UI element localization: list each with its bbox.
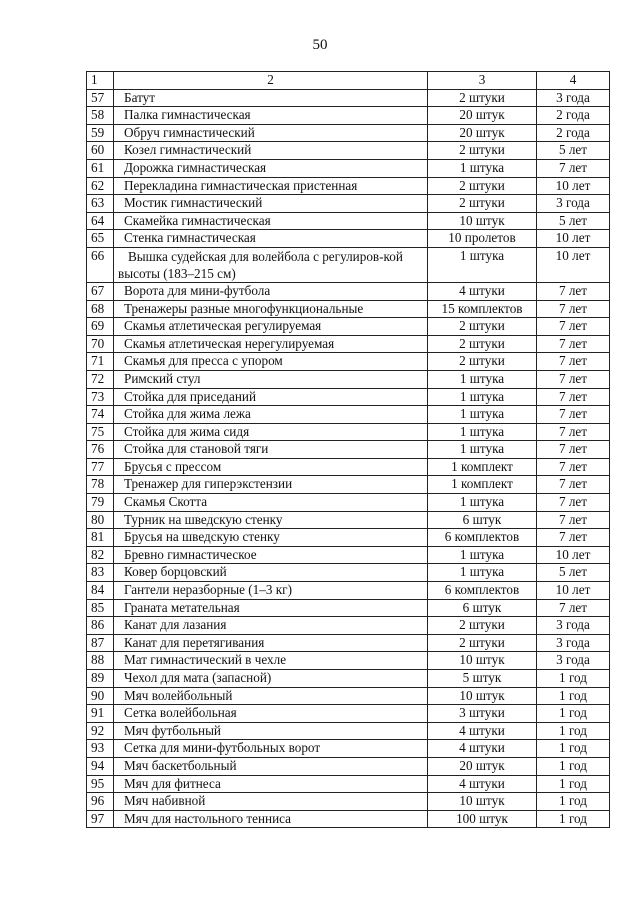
service-life-cell: 7 лет: [537, 353, 610, 371]
table-row: [87, 775, 610, 793]
item-name-cell: Мяч для фитнеса: [114, 775, 428, 793]
column-header: 3: [428, 72, 537, 90]
service-life-cell: 7 лет: [537, 406, 610, 424]
quantity-cell: 6 комплектов: [428, 582, 537, 600]
table-row: [87, 370, 610, 388]
service-life-cell: 10 лет: [537, 247, 610, 282]
quantity-cell: 6 штук: [428, 511, 537, 529]
service-life-cell: 7 лет: [537, 300, 610, 318]
column-header: 2: [114, 72, 428, 90]
row-number-cell: 60: [87, 142, 114, 160]
item-name-cell: Тренажер для гиперэкстензии: [114, 476, 428, 494]
table-row: [87, 529, 610, 547]
quantity-cell: 2 штуки: [428, 617, 537, 635]
column-header: 1: [87, 72, 114, 90]
quantity-cell: 1 штука: [428, 370, 537, 388]
quantity-cell: 10 штук: [428, 793, 537, 811]
item-name-cell: Турник на шведскую стенку: [114, 511, 428, 529]
table-row: [87, 546, 610, 564]
service-life-cell: 7 лет: [537, 441, 610, 459]
item-name-cell: Канат для лазания: [114, 617, 428, 635]
table-row: [87, 441, 610, 459]
table-row: [87, 757, 610, 775]
item-name-cell: Ковер борцовский: [114, 564, 428, 582]
table-row: [87, 353, 610, 371]
row-number-cell: 90: [87, 687, 114, 705]
quantity-cell: 10 штук: [428, 652, 537, 670]
row-number-cell: 95: [87, 775, 114, 793]
row-number-cell: 59: [87, 124, 114, 142]
row-number-cell: 66: [87, 247, 114, 282]
table-row: [87, 107, 610, 125]
row-number-cell: 87: [87, 634, 114, 652]
service-life-cell: 1 год: [537, 810, 610, 828]
quantity-cell: 1 штука: [428, 564, 537, 582]
table-row: [87, 247, 610, 282]
quantity-cell: 1 штука: [428, 494, 537, 512]
service-life-cell: 7 лет: [537, 159, 610, 177]
service-life-cell: 7 лет: [537, 318, 610, 336]
table-row: [87, 458, 610, 476]
table-row: [87, 793, 610, 811]
table-row: [87, 388, 610, 406]
quantity-cell: 2 штуки: [428, 142, 537, 160]
service-life-cell: 5 лет: [537, 212, 610, 230]
item-name-cell: Тренажеры разные многофункциональные: [114, 300, 428, 318]
row-number-cell: 73: [87, 388, 114, 406]
item-name-cell: Палка гимнастическая: [114, 107, 428, 125]
page-number: 50: [312, 37, 328, 53]
table-row: [87, 282, 610, 300]
quantity-cell: 1 штука: [428, 423, 537, 441]
row-number-cell: 68: [87, 300, 114, 318]
row-number-cell: 89: [87, 670, 114, 688]
service-life-cell: 7 лет: [537, 494, 610, 512]
item-name-cell: Стойка для становой тяги: [114, 441, 428, 459]
quantity-cell: 1 комплект: [428, 458, 537, 476]
row-number-cell: 80: [87, 511, 114, 529]
row-number-cell: 97: [87, 810, 114, 828]
quantity-cell: 1 штука: [428, 406, 537, 424]
row-number-cell: 91: [87, 705, 114, 723]
item-name-cell: Дорожка гимнастическая: [114, 159, 428, 177]
table-row: [87, 722, 610, 740]
service-life-cell: 1 год: [537, 757, 610, 775]
item-name-cell: Скамья для пресса с упором: [114, 353, 428, 371]
quantity-cell: 100 штук: [428, 810, 537, 828]
quantity-cell: 2 штуки: [428, 318, 537, 336]
item-name-cell: Батут: [114, 89, 428, 107]
item-name-cell: Римский стул: [114, 370, 428, 388]
item-name-cell: Чехол для мата (запасной): [114, 670, 428, 688]
quantity-cell: 10 штук: [428, 687, 537, 705]
table-row: [87, 687, 610, 705]
item-name-cell: Мяч баскетбольный: [114, 757, 428, 775]
row-number-cell: 93: [87, 740, 114, 758]
service-life-cell: 1 год: [537, 705, 610, 723]
row-number-cell: 92: [87, 722, 114, 740]
service-life-cell: 3 года: [537, 195, 610, 213]
service-life-cell: 7 лет: [537, 423, 610, 441]
table-row: [87, 406, 610, 424]
quantity-cell: 2 штуки: [428, 335, 537, 353]
item-name-cell: Мяч футбольный: [114, 722, 428, 740]
service-life-cell: 1 год: [537, 722, 610, 740]
service-life-cell: 2 года: [537, 107, 610, 125]
table-row: [87, 740, 610, 758]
table-row: [87, 318, 610, 336]
row-number-cell: 58: [87, 107, 114, 125]
service-life-cell: 7 лет: [537, 511, 610, 529]
service-life-cell: 1 год: [537, 793, 610, 811]
service-life-cell: 7 лет: [537, 370, 610, 388]
table-row: [87, 230, 610, 248]
quantity-cell: 2 штуки: [428, 89, 537, 107]
table-row: [87, 564, 610, 582]
quantity-cell: 4 штуки: [428, 775, 537, 793]
quantity-cell: 4 штуки: [428, 722, 537, 740]
item-name-cell: Сетка волейбольная: [114, 705, 428, 723]
service-life-cell: 10 лет: [537, 582, 610, 600]
item-name-cell: Брусья с прессом: [114, 458, 428, 476]
table-row: [87, 582, 610, 600]
quantity-cell: 1 штука: [428, 388, 537, 406]
table-row: [87, 335, 610, 353]
table-row: [87, 670, 610, 688]
quantity-cell: 6 штук: [428, 599, 537, 617]
quantity-cell: 6 комплектов: [428, 529, 537, 547]
row-number-cell: 78: [87, 476, 114, 494]
item-name-cell: Вышка судейская для волейбола с регулиров-кой высоты (183–215 см): [114, 247, 428, 282]
item-name-cell: Стойка для жима лежа: [114, 406, 428, 424]
table-row: [87, 89, 610, 107]
row-number-cell: 79: [87, 494, 114, 512]
quantity-cell: 3 штуки: [428, 705, 537, 723]
item-name-cell: Стойка для приседаний: [114, 388, 428, 406]
row-number-cell: 84: [87, 582, 114, 600]
quantity-cell: 1 штука: [428, 441, 537, 459]
table-body: [87, 72, 610, 828]
row-number-cell: 67: [87, 282, 114, 300]
quantity-cell: 5 штук: [428, 670, 537, 688]
row-number-cell: 94: [87, 757, 114, 775]
item-name-cell: Ворота для мини-футбола: [114, 282, 428, 300]
row-number-cell: 85: [87, 599, 114, 617]
table-row: [87, 142, 610, 160]
row-number-cell: 71: [87, 353, 114, 371]
quantity-cell: 2 штуки: [428, 634, 537, 652]
quantity-cell: 2 штуки: [428, 353, 537, 371]
table-row: [87, 617, 610, 635]
item-name-cell: Козел гимнастический: [114, 142, 428, 160]
row-number-cell: 86: [87, 617, 114, 635]
item-name-cell: Брусья на шведскую стенку: [114, 529, 428, 547]
item-name-cell: Сетка для мини-футбольных ворот: [114, 740, 428, 758]
quantity-cell: 4 штуки: [428, 740, 537, 758]
table-row: [87, 705, 610, 723]
item-name-cell: Мат гимнастический в чехле: [114, 652, 428, 670]
service-life-cell: 1 год: [537, 740, 610, 758]
item-name-cell: Граната метательная: [114, 599, 428, 617]
row-number-cell: 96: [87, 793, 114, 811]
service-life-cell: 3 года: [537, 634, 610, 652]
table-row: [87, 300, 610, 318]
item-name-cell: Обруч гимнастический: [114, 124, 428, 142]
service-life-cell: 3 года: [537, 617, 610, 635]
service-life-cell: 7 лет: [537, 476, 610, 494]
quantity-cell: 20 штук: [428, 107, 537, 125]
service-life-cell: 7 лет: [537, 458, 610, 476]
quantity-cell: 1 штука: [428, 546, 537, 564]
table-row: [87, 652, 610, 670]
row-number-cell: 75: [87, 423, 114, 441]
row-number-cell: 74: [87, 406, 114, 424]
quantity-cell: 4 штуки: [428, 282, 537, 300]
item-name-cell: Мяч волейбольный: [114, 687, 428, 705]
item-name-cell: Стойка для жима сидя: [114, 423, 428, 441]
row-number-cell: 88: [87, 652, 114, 670]
service-life-cell: 10 лет: [537, 546, 610, 564]
service-life-cell: 1 год: [537, 687, 610, 705]
table-row: [87, 159, 610, 177]
item-name-cell: Мостик гимнастический: [114, 195, 428, 213]
item-name-cell: Скамейка гимнастическая: [114, 212, 428, 230]
service-life-cell: 5 лет: [537, 564, 610, 582]
row-number-cell: 65: [87, 230, 114, 248]
quantity-cell: 2 штуки: [428, 195, 537, 213]
item-name-cell: Гантели неразборные (1–3 кг): [114, 582, 428, 600]
row-number-cell: 63: [87, 195, 114, 213]
table-row: [87, 212, 610, 230]
table-header-row: [87, 72, 610, 90]
row-number-cell: 76: [87, 441, 114, 459]
service-life-cell: 5 лет: [537, 142, 610, 160]
table-row: [87, 634, 610, 652]
table-row: [87, 124, 610, 142]
service-life-cell: 7 лет: [537, 599, 610, 617]
service-life-cell: 2 года: [537, 124, 610, 142]
row-number-cell: 77: [87, 458, 114, 476]
row-number-cell: 83: [87, 564, 114, 582]
item-name-cell: Скамья атлетическая нерегулируемая: [114, 335, 428, 353]
quantity-cell: 15 комплектов: [428, 300, 537, 318]
service-life-cell: 10 лет: [537, 177, 610, 195]
quantity-cell: 1 штука: [428, 159, 537, 177]
row-number-cell: 69: [87, 318, 114, 336]
quantity-cell: 1 штука: [428, 247, 537, 282]
quantity-cell: 20 штук: [428, 757, 537, 775]
table-row: [87, 810, 610, 828]
service-life-cell: 7 лет: [537, 388, 610, 406]
row-number-cell: 82: [87, 546, 114, 564]
table-row: [87, 476, 610, 494]
item-name-cell: Мяч для настольного тенниса: [114, 810, 428, 828]
service-life-cell: 7 лет: [537, 282, 610, 300]
row-number-cell: 70: [87, 335, 114, 353]
table-row: [87, 423, 610, 441]
service-life-cell: 10 лет: [537, 230, 610, 248]
service-life-cell: 1 год: [537, 775, 610, 793]
row-number-cell: 81: [87, 529, 114, 547]
row-number-cell: 62: [87, 177, 114, 195]
table-row: [87, 511, 610, 529]
quantity-cell: 2 штуки: [428, 177, 537, 195]
quantity-cell: 10 штук: [428, 212, 537, 230]
item-name-cell: Стенка гимнастическая: [114, 230, 428, 248]
column-header: 4: [537, 72, 610, 90]
row-number-cell: 57: [87, 89, 114, 107]
row-number-cell: 61: [87, 159, 114, 177]
quantity-cell: 1 комплект: [428, 476, 537, 494]
service-life-cell: 7 лет: [537, 529, 610, 547]
table-row: [87, 494, 610, 512]
service-life-cell: 1 год: [537, 670, 610, 688]
item-name-cell: Бревно гимнастическое: [114, 546, 428, 564]
item-name-cell: Канат для перетягивания: [114, 634, 428, 652]
quantity-cell: 20 штук: [428, 124, 537, 142]
item-name-cell: Скамья атлетическая регулируемая: [114, 318, 428, 336]
row-number-cell: 64: [87, 212, 114, 230]
service-life-cell: 3 года: [537, 652, 610, 670]
item-name-cell: Скамья Скотта: [114, 494, 428, 512]
service-life-cell: 3 года: [537, 89, 610, 107]
row-number-cell: 72: [87, 370, 114, 388]
service-life-cell: 7 лет: [537, 335, 610, 353]
table-row: [87, 177, 610, 195]
equipment-table: [86, 71, 610, 828]
item-name-cell: Мяч набивной: [114, 793, 428, 811]
table-row: [87, 599, 610, 617]
item-name-cell: Перекладина гимнастическая пристенная: [114, 177, 428, 195]
table-row: [87, 195, 610, 213]
quantity-cell: 10 пролетов: [428, 230, 537, 248]
